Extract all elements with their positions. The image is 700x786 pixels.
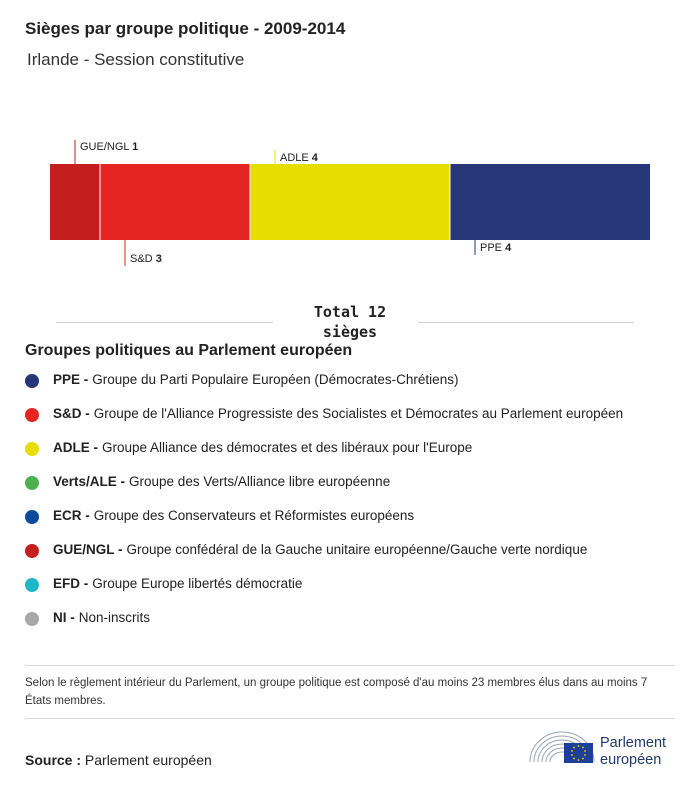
bar-segment-gue-ngl [50,164,100,240]
legend-item [25,372,623,406]
legend-desc: Groupe de l'Alliance Progressiste des Socialistes et Démocrates au Parlement européen [93,406,624,421]
legend-abbr: PPE - [53,372,89,387]
legend-item [25,542,623,576]
total-seats-label: Total 12 sièges [313,303,387,341]
logo-line2: européen [600,752,662,768]
legend-color-dot [25,510,39,524]
legend-text [53,474,390,489]
legend-item [25,508,623,542]
bar-segment-adle [250,164,450,240]
legend-item [25,610,623,644]
legend-title: Groupes politiques au Parlement européen [25,342,353,359]
divider-top [25,665,675,666]
legend-abbr: NI - [53,610,75,625]
data-label: S&D 3 [130,253,162,265]
legend-text [53,372,458,387]
legend-item [25,440,623,474]
legend-text [53,406,623,421]
legend-text [53,610,150,625]
rules-note: Selon le règlement intérieur du Parlement, un groupe politique est composé d'au moins 23 membres élus dans au moins 7 États membres. [25,677,648,707]
chart-title: Sièges par groupe politique - 2009-2014 [25,19,346,38]
legend-abbr: S&D - [53,406,90,421]
legend-color-dot [25,442,39,456]
legend-text [53,508,414,523]
legend-color-dot [25,544,39,558]
legend-abbr: GUE/NGL - [53,542,123,557]
legend-desc: Groupe du Parti Populaire Européen (Démocrates-Chrétiens) [92,372,459,387]
source-label: Source : [25,752,82,768]
legend-item [25,406,623,440]
legend-desc: Groupe des Conservateurs et Réformistes européens [93,508,415,523]
bar-segment-ppe [450,164,650,240]
data-label: ADLE 4 [280,152,318,164]
legend-text [53,440,472,455]
chart-subtitle: Irlande - Session constitutive [27,50,245,69]
source-line [25,752,212,768]
bar-segment-s-d [100,164,250,240]
legend-desc: Groupe Alliance des démocrates et des libéraux pour l'Europe [102,440,473,455]
legend-text [53,542,587,557]
legend-desc: Groupe Europe libertés démocratie [92,576,303,591]
legend-abbr: EFD - [53,576,89,591]
legend-abbr: Verts/ALE - [53,474,126,489]
legend-text [53,576,302,591]
stacked-bar-chart [0,130,700,275]
eu-parliament-logo-text [600,735,666,769]
legend-item [25,474,623,508]
legend-color-dot [25,374,39,388]
legend-desc: Non-inscrits [78,610,151,625]
legend-list [25,372,623,644]
source-value: Parlement européen [84,752,212,768]
legend-desc: Groupe confédéral de la Gauche unitaire européenne/Gauche verte nordique [126,542,588,557]
data-label: GUE/NGL 1 [80,141,139,153]
legend-color-dot [25,578,39,592]
data-label: PPE 4 [480,242,512,254]
legend-item [25,576,623,610]
legend-color-dot [25,612,39,626]
legend-color-dot [25,476,39,490]
divider-bottom [25,718,675,719]
logo-line1: Parlement [600,735,667,751]
legend-desc: Groupe des Verts/Alliance libre européenne [129,474,391,489]
legend-abbr: ADLE - [53,440,98,455]
legend-color-dot [25,408,39,422]
legend-abbr: ECR - [53,508,90,523]
